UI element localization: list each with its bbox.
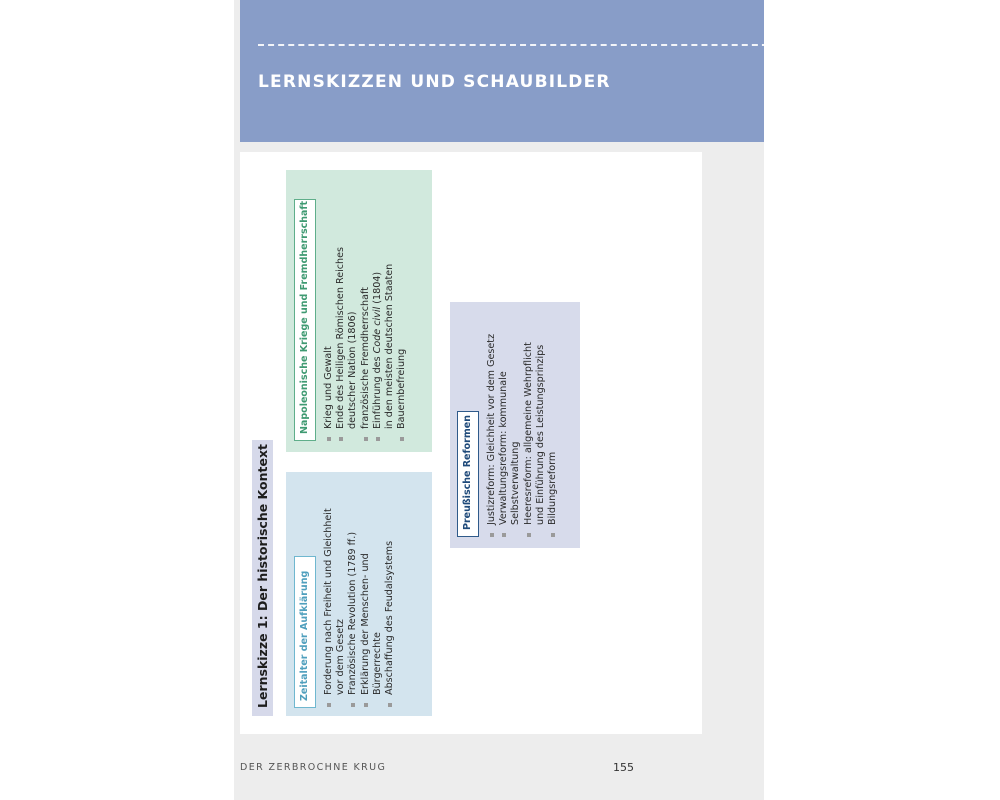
- list-item: französische Fremdherrschaft: [360, 172, 372, 442]
- list-item: Einführung des Code civil (1804) in den meisten deutschen Staaten: [372, 172, 396, 442]
- list-item: Forderung nach Freiheit und Gleichheit vor dem Gesetz: [323, 476, 347, 708]
- list-item: Abschaffung des Feudalsystems: [384, 476, 396, 708]
- page-number: 155: [613, 761, 634, 774]
- list-item: Erklärung der Menschen- und Bürgerrechte: [360, 476, 384, 708]
- footer-book-title: DER ZERBROCHNE KRUG: [240, 762, 387, 773]
- dashed-divider: [258, 44, 764, 46]
- reformen-list: [486, 302, 559, 538]
- list-item: Ende des Heiligen Römischen Reiches deutscher Nation (1806): [335, 172, 359, 442]
- list-item: Bauernbefreiung: [396, 172, 408, 442]
- aufklaerung-list: [323, 476, 396, 708]
- reformen-label: Preußische Reformen: [457, 411, 479, 537]
- sketch-title: Lernskizze 1: Der historische Kontext: [252, 440, 273, 716]
- page-title: LERNSKIZZEN UND SCHAUBILDER: [258, 72, 611, 92]
- napoleon-list: [323, 172, 408, 442]
- book-page: [234, 0, 764, 800]
- page-header: [240, 0, 764, 142]
- list-item: Verwaltungsreform: kommunale Selbstverwaltung: [498, 302, 522, 538]
- list-item: Französische Revolution (1789 ff.): [347, 476, 359, 708]
- list-item: Heeresreform: allgemeine Wehrpflicht und Einführung des Leistungsprinzips: [523, 302, 547, 538]
- napoleon-label: Napoleonische Kriege und Fremdherrschaft: [294, 199, 316, 441]
- list-item: Bildungsreform: [547, 302, 559, 538]
- aufklaerung-label: Zeitalter der Aufklärung: [294, 556, 316, 708]
- list-item: Krieg und Gewalt: [323, 172, 335, 442]
- list-item: Justizreform: Gleichheit vor dem Gesetz: [486, 302, 498, 538]
